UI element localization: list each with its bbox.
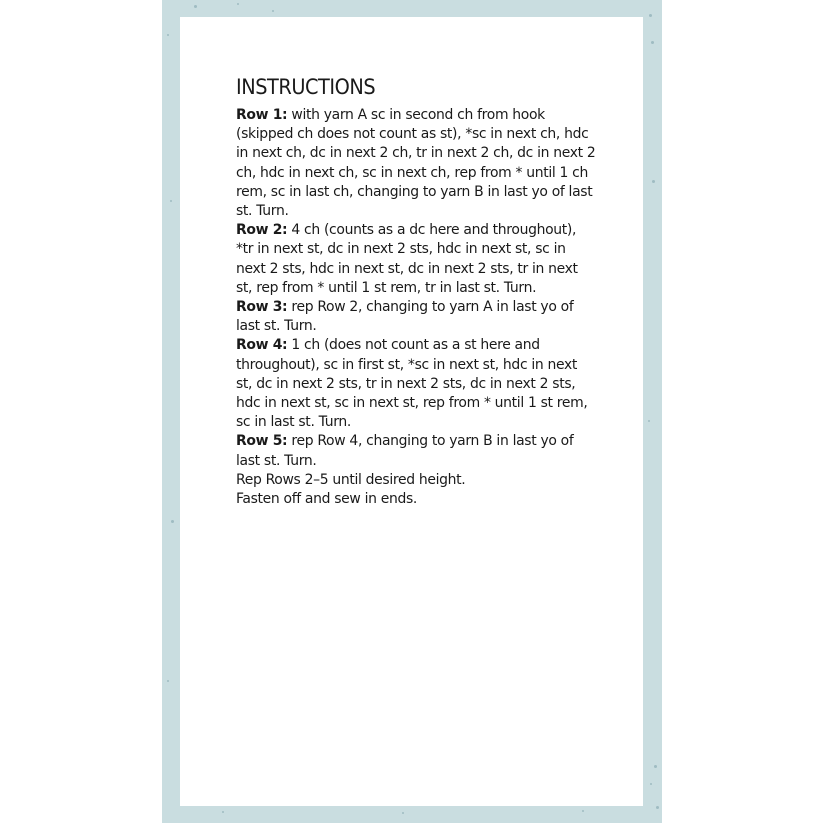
speckle — [272, 10, 274, 12]
speckle — [649, 14, 652, 17]
section-title: INSTRUCTIONS — [236, 75, 376, 99]
speckle — [167, 34, 169, 36]
repeat-instruction: Rep Rows 2–5 until desired height. — [236, 470, 466, 488]
speckle — [171, 520, 174, 523]
row-text: rep Row 4, changing to yarn B in last yo of last st. Turn. — [236, 432, 574, 469]
row-text: 1 ch (does not count as a st here and throughout), sc in first st, *sc in next st, hdc in next st, dc in next 2 sts, tr in next 2 sts, dc in next 2 sts, hdc in next st, sc in next st, rep from * until 1 st rem, sc in last st. Turn. — [236, 336, 588, 431]
speckle — [654, 765, 657, 768]
pattern-card — [162, 0, 662, 823]
speckle — [652, 180, 655, 183]
row-text: rep Row 2, changing to yarn A in last yo of last st. Turn. — [236, 298, 574, 335]
speckle — [582, 810, 584, 812]
row-label: Row 5: — [236, 432, 288, 450]
speckle — [651, 41, 654, 44]
speckle — [650, 783, 652, 785]
speckle — [648, 420, 650, 422]
speckle — [167, 680, 169, 682]
row-1-instruction — [236, 105, 597, 220]
speckle — [402, 812, 404, 814]
row-3-instruction — [236, 297, 597, 335]
row-label: Row 2: — [236, 221, 288, 239]
row-label: Row 3: — [236, 298, 288, 316]
row-label: Row 1: — [236, 106, 288, 123]
finishing-instruction: Fasten off and sew in ends. — [236, 490, 417, 508]
row-4-instruction — [236, 335, 597, 431]
speckle — [237, 3, 239, 5]
row-label: Row 4: — [236, 336, 288, 354]
speckle — [170, 200, 172, 202]
row-2-instruction — [236, 220, 597, 297]
page-panel — [180, 17, 643, 806]
row-5-instruction — [236, 431, 597, 469]
speckle — [222, 811, 224, 813]
row-text: with yarn A sc in second ch from hook (skipped ch does not count as st), *sc in next ch, hdc in next ch, dc in next 2 ch, tr in next 2 ch, dc in next 2 ch, hdc in next ch, sc in next ch, rep from * until 1 ch rem, sc in last ch, changing to yarn B in last yo of last st. Turn. — [236, 106, 596, 220]
instructions-section — [236, 75, 596, 508]
row-text: 4 ch (counts as a dc here and throughout), *tr in next st, dc in next 2 sts, hdc in next st, sc in next 2 sts, hdc in next st, dc in next 2 sts, tr in next st, rep from * until 1 st rem, tr in last st. Turn. — [236, 221, 578, 296]
speckle — [194, 5, 197, 8]
speckle — [656, 806, 659, 809]
